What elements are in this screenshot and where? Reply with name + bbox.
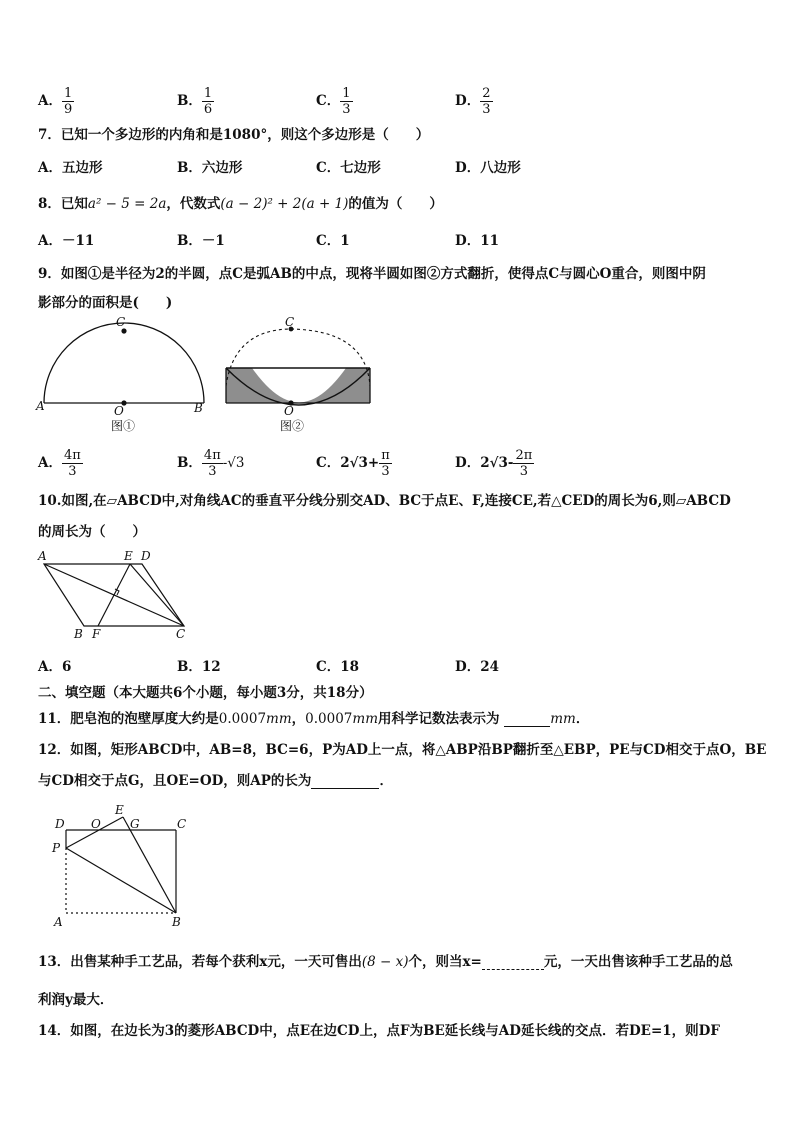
q9-figure-2 (218, 314, 378, 438)
q10-stem-line1: 10.如图,在▱ABCD中,对角线AC的垂直平分线分别交AD、BC于点E、F,连接CE,若△CED的周长为6,则▱ABCD (38, 493, 731, 509)
fig10-label-b: B (74, 627, 83, 641)
fig2-shaded-right (308, 368, 370, 403)
q8-option-c: C．1 (316, 233, 350, 249)
q7-option-c: C．七边形 (316, 160, 381, 176)
fig12-label-b: B (172, 915, 181, 929)
q10-option-a: A．6 (38, 659, 72, 675)
fig1-label-o: O (114, 404, 124, 418)
q6-option-a: A． $\frac{1}{9}$ (38, 86, 73, 117)
section-title-fill-in: 二、填空题（本大题共6个小题，每小题3分，共18分） (38, 685, 373, 701)
segment-ce (130, 564, 184, 626)
q9-option-a: A． $\frac{4\pi}{3}$ (38, 448, 81, 479)
segment-eb (123, 817, 176, 913)
fig12-label-p: P (52, 841, 61, 855)
fig1-caption: 图① (111, 419, 136, 433)
q10-stem-line2: 的周长为（ ） (38, 524, 146, 540)
q10-figure (36, 548, 196, 642)
q12-answer-blank[interactable] (311, 788, 379, 789)
q9-stem-line2: 影部分的面积是( ) (38, 295, 173, 311)
fig2-label-o: O (284, 404, 294, 418)
q10-option-d: D．24 (455, 659, 499, 675)
fig1-label-b: B (194, 401, 203, 415)
fig12-label-d: D (55, 817, 65, 831)
q13-answer-blank[interactable] (482, 969, 544, 970)
q6-option-d: D． $\frac{2}{3}$ (455, 86, 491, 117)
q12-stem-line1: 12．如图，矩形ABCD中，AB=8，BC=6，P为AD上一点，将△ABP沿BP翻折至△EBP，PE与CD相交于点O，BE (38, 742, 767, 758)
fig10-label-f: F (92, 627, 101, 641)
q7-option-b: B．六边形 (177, 160, 243, 176)
fig2-caption: 图② (280, 419, 305, 433)
q7-option-a: A．五边形 (38, 160, 103, 176)
q10-option-c: C．18 (316, 659, 360, 675)
fig1-point-c (121, 328, 126, 333)
q8-option-d: D．11 (455, 233, 499, 249)
fig2-label-c: C (285, 315, 295, 329)
q8-option-b: B．－1 (177, 233, 225, 249)
segment-ef (98, 564, 130, 626)
fig12-label-e: E (115, 803, 124, 817)
q9-option-c: C．2√3+ $\frac{\pi}{3}$ (316, 448, 390, 479)
q12-figure (46, 800, 206, 930)
q10-option-b: B．12 (177, 659, 221, 675)
fig12-label-g: G (130, 817, 140, 831)
fig2-shaded-left (226, 368, 290, 403)
fig1-arc (44, 323, 204, 403)
q7-stem: 7．已知一个多边形的内角和是1080°，则这个多边形是（ ） (38, 127, 430, 143)
fig10-label-a: A (38, 549, 47, 563)
q6-option-c: C． $\frac{1}{3}$ (316, 86, 351, 117)
fig12-label-a: A (54, 915, 63, 929)
fig10-label-e: E (124, 549, 133, 563)
fig10-label-d: D (141, 549, 151, 563)
q13-stem-line1: 13．出售某种手工艺品，若每个获利x元，一天可售出(8 − x)个，则当x= 元，一天出售该种手工艺品的总 (38, 954, 733, 970)
q11-stem: 11．肥皂泡的泡壁厚度大约是0.0007mm，0.0007mm用科学记数法表示为 mm． (38, 711, 590, 727)
q12-stem-line2: 与CD相交于点G，且OE=OD，则AP的长为 ． (38, 773, 393, 789)
q7-option-d: D．八边形 (455, 160, 521, 176)
q14-stem-line1: 14．如图，在边长为3的菱形ABCD中，点E在边CD上，点F为BE延长线与AD延长线的交点．若DE=1，则DF (38, 1023, 720, 1039)
fig1-label-c: C (116, 315, 126, 329)
q9-figure-1 (34, 314, 214, 438)
q8-option-a: A．－11 (38, 233, 95, 249)
q8-stem: 8．已知a² − 5 = 2a，代数式(a − 2)² + 2(a + 1)的值为（ ） (38, 196, 443, 212)
segment-pb (66, 848, 176, 913)
q11-answer-blank[interactable] (504, 726, 550, 727)
q13-stem-line2: 利润y最大． (38, 992, 114, 1008)
fig12-label-c: C (177, 817, 187, 831)
q6-option-b: B． $\frac{1}{6}$ (177, 86, 213, 117)
fig10-label-c: C (176, 627, 186, 641)
q9-option-b: B． $\frac{4\pi}{3}$ -√3 (177, 448, 245, 479)
q9-stem-line1: 9．如图①是半径为2的半圆，点C是弧AB的中点，现将半圆如图②方式翻折，使得点C与圆心O重合，则图中阴 (38, 266, 706, 282)
q9-option-d: D．2√3- $\frac{2\pi}{3}$ (455, 448, 533, 479)
fig12-label-o: O (91, 817, 101, 831)
fig1-label-a: A (36, 399, 45, 413)
